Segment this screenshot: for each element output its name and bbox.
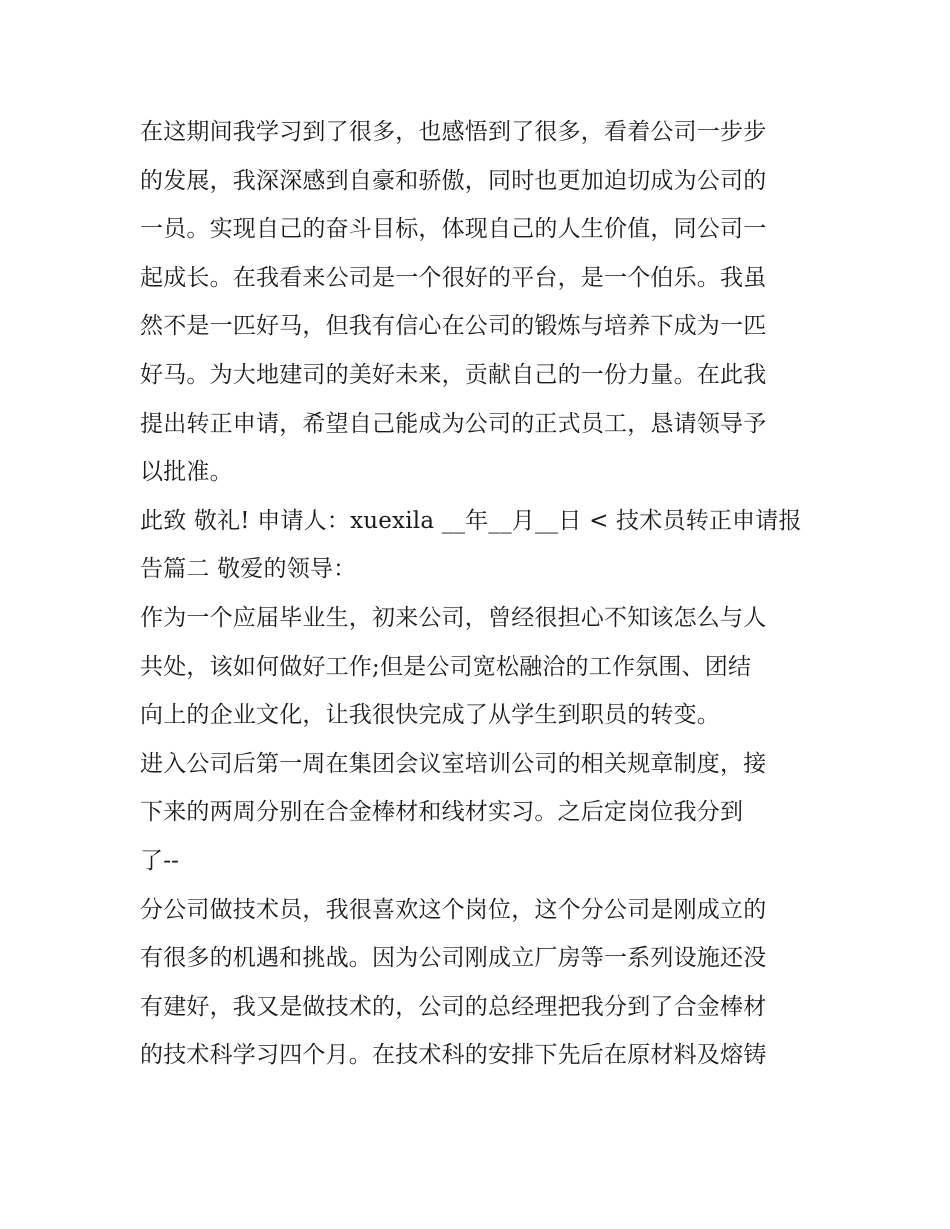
text-line: 起成长。在我看来公司是一个很好的平台，是一个伯乐。我虽 — [140, 264, 767, 291]
paragraph-graduate-intro — [140, 594, 820, 740]
text-line: 的发展，我深深感到自豪和骄傲，同时也更加迫切成为公司的 — [140, 167, 767, 194]
paragraph-closing-and-heading — [140, 497, 820, 594]
text-line: 好马。为大地建司的美好未来，贡献自己的一份力量。在此我 — [140, 361, 767, 388]
text-line: 然不是一匹好马，但我有信心在公司的锻炼与培养下成为一匹 — [140, 313, 767, 340]
paragraph-probation-reflection — [140, 108, 820, 497]
text-line: 有建好，我又是做技术的，公司的总经理把我分到了合金棒材 — [140, 993, 767, 1020]
document-body — [140, 108, 820, 1080]
text-line: 进入公司后第一周在集团会议室培训公司的相关规章制度，接 — [140, 750, 767, 777]
text-line: 的技术科学习四个月。在技术科的安排下先后在原材料及熔铸 — [140, 1042, 767, 1069]
paragraph-training — [140, 740, 820, 886]
text-line: 分公司做技术员，我很喜欢这个岗位，这个分公司是刚成立的 — [140, 896, 767, 923]
text-line: 此致 敬礼! 申请人：xuexila __年__月__日 < 技术员转正申请报 — [140, 507, 802, 534]
text-line: 向上的企业文化，让我很快完成了从学生到职员的转变。 — [140, 702, 720, 729]
text-line: 有很多的机遇和挑战。因为公司刚成立厂房等一系列设施还没 — [140, 945, 767, 972]
text-line: 在这期间我学习到了很多，也感悟到了很多，看着公司一步步 — [140, 119, 767, 145]
paragraph-technician-role — [140, 886, 820, 1080]
text-line: 提出转正申请，希望自己能成为公司的正式员工，恳请领导予 — [140, 410, 767, 437]
text-line: 下来的两周分别在合金棒材和线材实习。之后定岗位我分到 — [140, 799, 744, 826]
text-line: 告篇二 敬爱的领导： — [140, 556, 357, 583]
text-line: 了-- — [140, 847, 180, 874]
text-line: 共处，该如何做好工作;但是公司宽松融洽的工作氛围、团结 — [140, 653, 752, 680]
text-line: 以批准。 — [140, 459, 233, 486]
text-line: 作为一个应届毕业生，初来公司，曾经很担心不知该怎么与人 — [140, 604, 767, 631]
text-line: 一员。实现自己的奋斗目标，体现自己的人生价值，同公司一 — [140, 216, 767, 243]
